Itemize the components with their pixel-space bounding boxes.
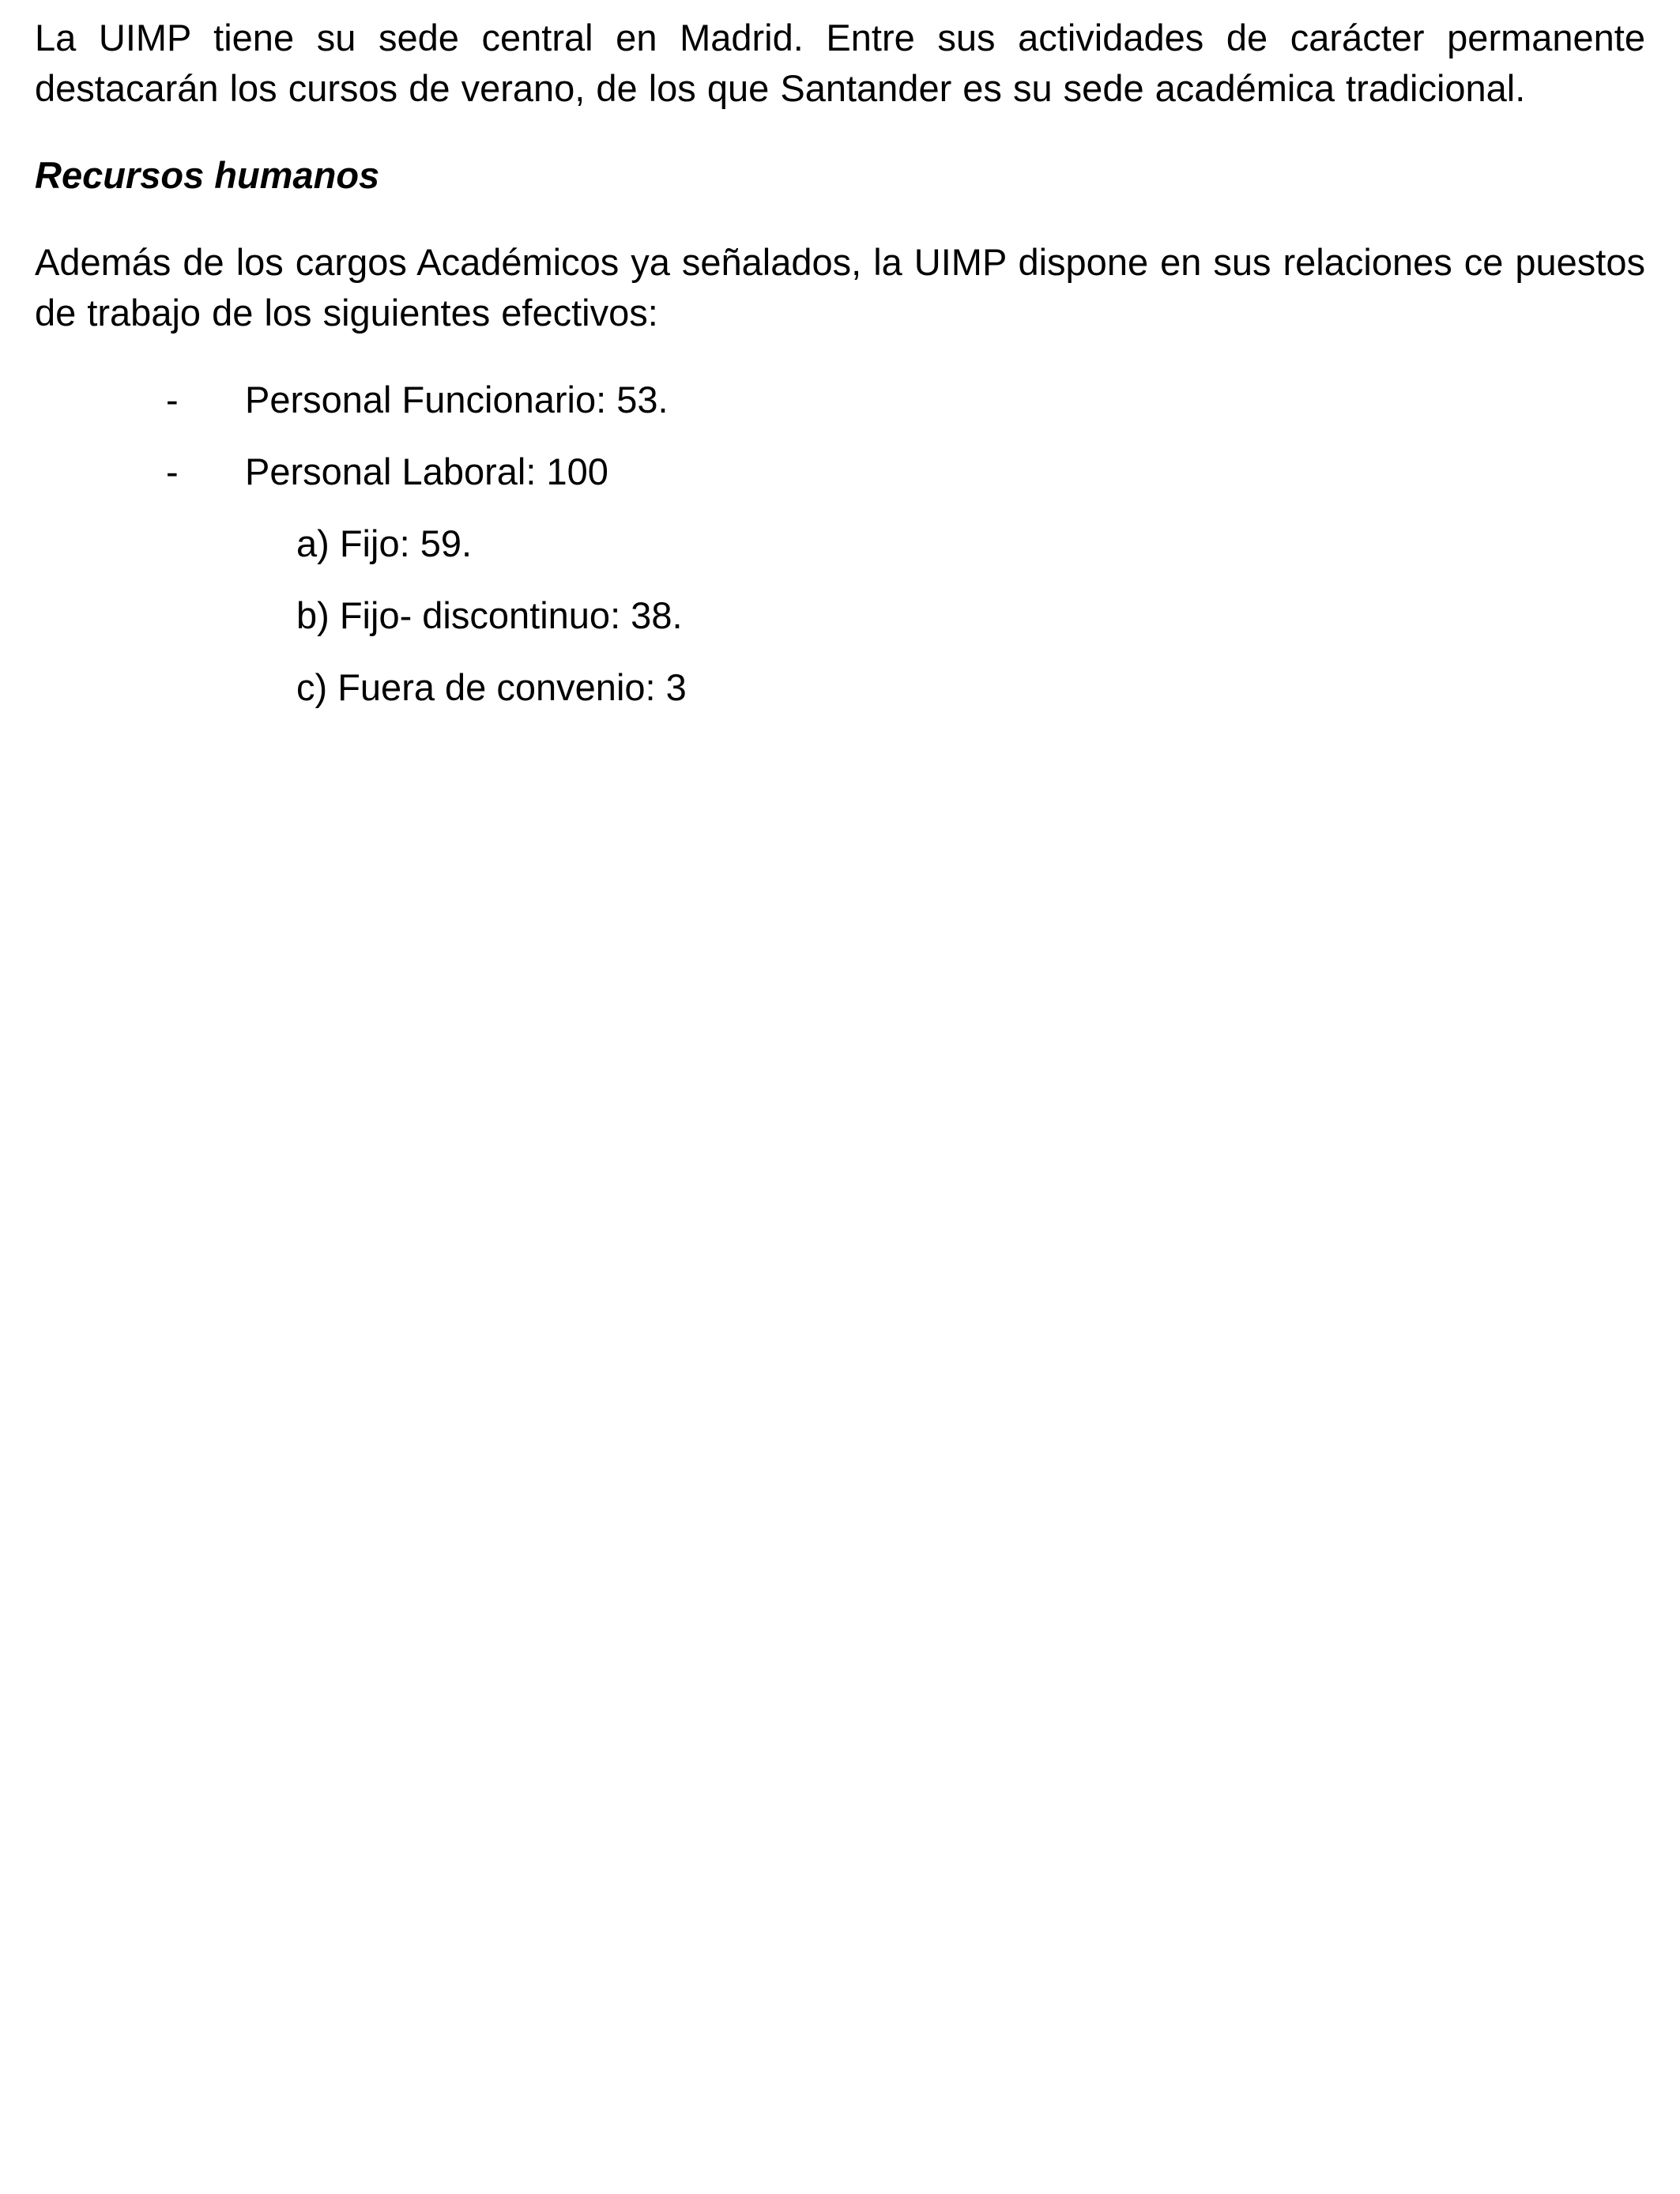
sublist-item	[35, 662, 1645, 713]
staff-list	[35, 375, 1645, 713]
list-item	[35, 375, 1645, 425]
list-dash-marker: -	[166, 379, 179, 420]
sublist-item	[35, 518, 1645, 569]
sublist-item-text: c) Fuera de convenio: 3	[296, 666, 687, 708]
sublist-item-text: b) Fijo- discontinuo: 38.	[296, 594, 683, 636]
list-dash-marker: -	[166, 450, 179, 492]
list-item-text: Personal Funcionario: 53.	[245, 379, 669, 420]
list-item	[35, 447, 1645, 497]
list-item-text: Personal Laboral: 100	[245, 450, 608, 492]
intro-paragraph: La UIMP tiene su sede central en Madrid. Entre sus actividades de carácter permanente destacarán los cursos de verano, de los que Santander es su sede académica tradicional.	[35, 17, 1645, 109]
sublist-item-text: a) Fijo: 59.	[296, 522, 473, 564]
section-heading: Recursos humanos	[35, 154, 380, 196]
document-content	[35, 6, 1645, 734]
staff-paragraph: Además de los cargos Académicos ya señalados, la UIMP dispone en sus relaciones ce puestos de trabajo de los siguientes efectivos:	[35, 241, 1645, 334]
sublist-item	[35, 590, 1645, 641]
